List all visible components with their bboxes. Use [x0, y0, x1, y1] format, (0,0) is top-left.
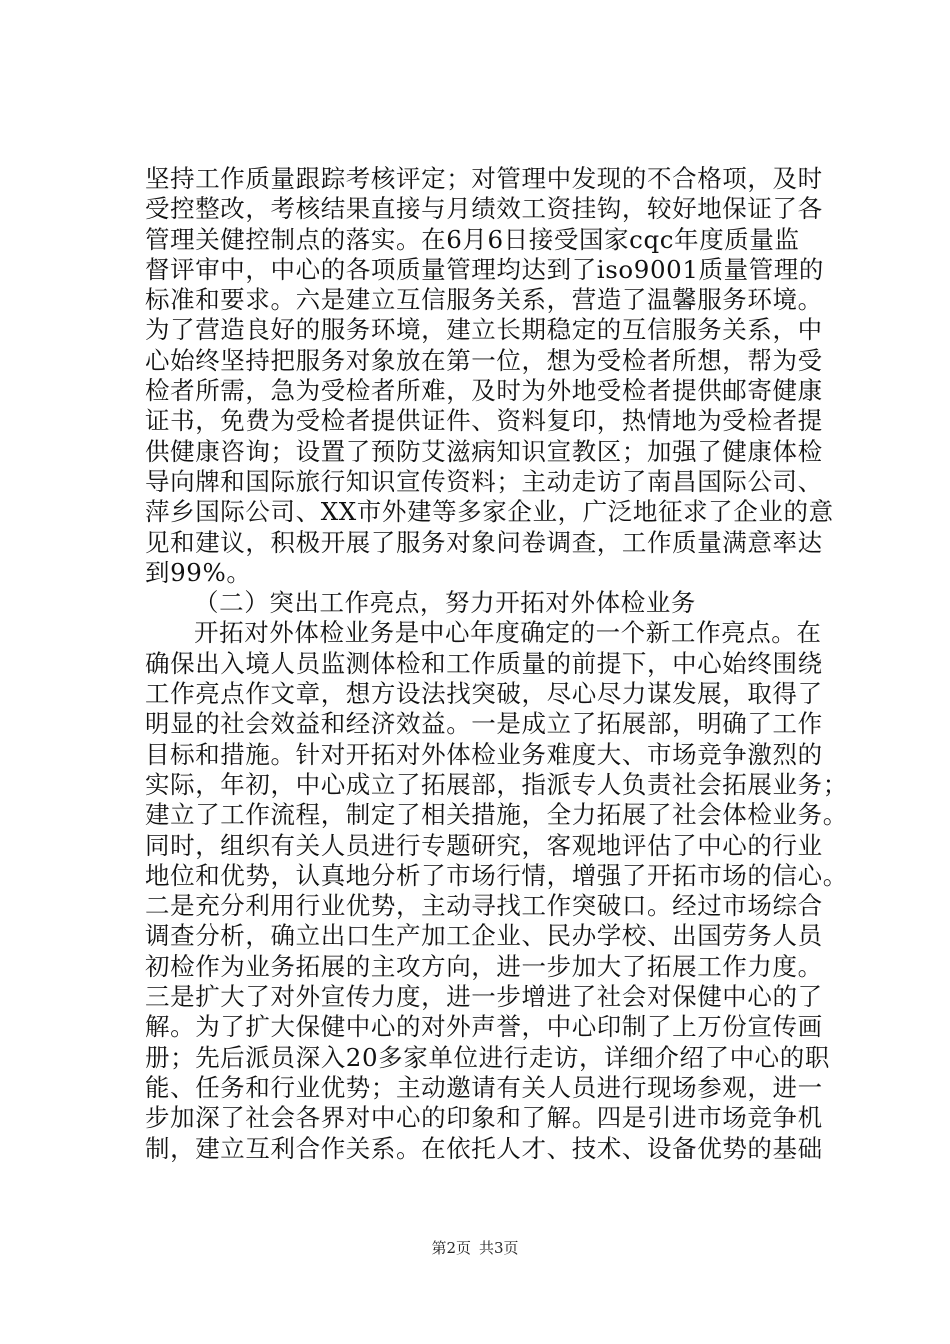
text-line: 导向牌和国际旅行知识宣传资料；主动走访了南昌国际公司、 [145, 466, 823, 496]
document-body [145, 164, 848, 1164]
text-line: 确保出入境人员监测体检和工作质量的前提下，中心始终围绕 [145, 648, 823, 678]
text-line: 同时，组织有关人员进行专题研究，客观地评估了中心的行业 [145, 830, 823, 860]
text-line: 为了营造良好的服务环境，建立长期稳定的互信服务关系，中 [145, 315, 823, 345]
text-line: 见和建议，积极开展了服务对象问卷调查，工作质量满意率达 [145, 527, 823, 557]
text-line: 管理关健控制点的落实。在6月6日接受国家cqc年度质量监 [145, 224, 800, 254]
text-line: 受控整改，考核结果直接与月绩效工资挂钩，较好地保证了各 [145, 194, 823, 224]
text-line: 证书，免费为受检者提供证件、资料复印，热情地为受检者提 [145, 406, 823, 436]
text-line: 检者所需，急为受检者所难，及时为外地受检者提供邮寄健康 [145, 376, 823, 406]
page-total: 共3页 [479, 1239, 519, 1257]
text-line: 工作亮点作文章，想方设法找突破，尽心尽力谋发展，取得了 [145, 679, 823, 709]
paragraph-first-line: 开拓对外体检业务是中心年度确定的一个新工作亮点。在 [194, 618, 822, 648]
text-line: 目标和措施。针对开拓对外体检业务难度大、市场竞争激烈的 [145, 739, 823, 769]
text-line: 调查分析，确立出口生产加工企业、民办学校、出国劳务人员 [145, 921, 823, 951]
text-line: 步加深了社会各界对中心的印象和了解。四是引进市场竞争机 [145, 1103, 823, 1133]
page-number: 第2页 [431, 1239, 471, 1257]
text-line: 实际，年初，中心成立了拓展部，指派专人负责社会拓展业务； [145, 769, 848, 799]
page-footer [0, 1238, 950, 1258]
text-line: 解。为了扩大保健中心的对外声誉，中心印制了上万份宣传画 [145, 1012, 823, 1042]
text-line: 初检作为业务拓展的主攻方向，进一步加大了拓展工作力度。 [145, 951, 823, 981]
text-line: 三是扩大了对外宣传力度，进一步增进了社会对保健中心的了 [145, 982, 823, 1012]
text-line: 明显的社会效益和经济效益。一是成立了拓展部，明确了工作 [145, 709, 823, 739]
text-line: 二是充分利用行业优势，主动寻找工作突破口。经过市场综合 [145, 891, 823, 921]
text-line: 萍乡国际公司、XX市外建等多家企业，广泛地征求了企业的意 [145, 497, 834, 527]
text-line: 到99%。 [145, 557, 252, 587]
text-line: 标准和要求。六是建立互信服务关系，营造了温馨服务环境。 [145, 285, 823, 315]
text-line: 册；先后派员深入20多家单位进行走访，详细介绍了中心的职 [145, 1042, 830, 1072]
text-line: 能、任务和行业优势；主动邀请有关人员进行现场参观，进一 [145, 1072, 823, 1102]
text-line: 坚持工作质量跟踪考核评定；对管理中发现的不合格项，及时 [145, 164, 823, 193]
text-line: 督评审中，中心的各项质量管理均达到了iso9001质量管理的 [145, 254, 825, 284]
text-line: 供健康咨询；设置了预防艾滋病知识宣教区；加强了健康体检 [145, 436, 823, 466]
text-line: 心始终坚持把服务对象放在第一位，想为受检者所想，帮为受 [145, 345, 823, 375]
text-line: 地位和优势，认真地分析了市场行情，增强了开拓市场的信心。 [145, 860, 848, 890]
section-heading: （二）突出工作亮点，努力开拓对外体检业务 [194, 588, 696, 618]
text-line: 建立了工作流程，制定了相关措施，全力拓展了社会体检业务。 [145, 800, 848, 830]
text-line: 制，建立互利合作关系。在依托人才、技术、设备优势的基础 [145, 1133, 823, 1163]
